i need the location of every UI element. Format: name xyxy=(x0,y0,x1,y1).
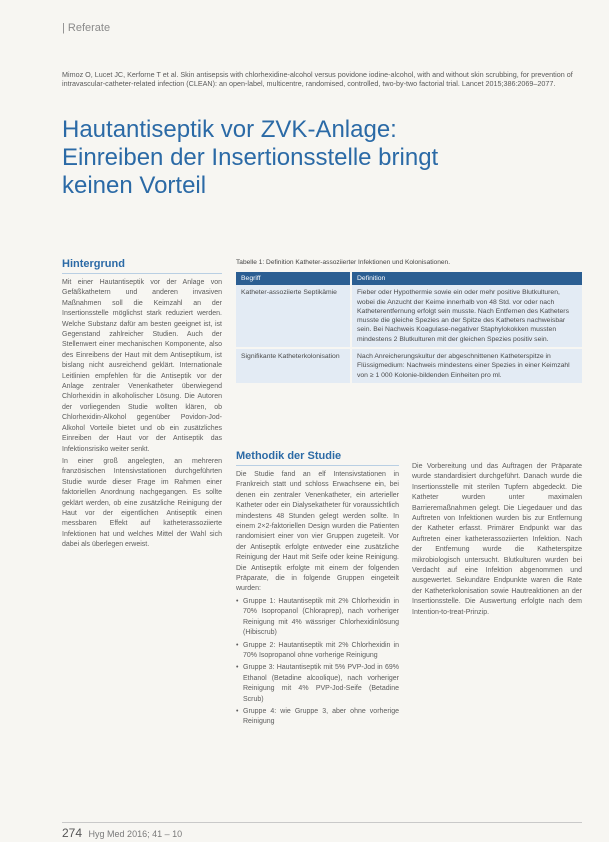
table-header-cell: Begriff xyxy=(236,272,351,285)
group-list xyxy=(236,597,399,728)
table-header-cell: Definition xyxy=(351,272,582,285)
list-item: • Gruppe 1: Hautantiseptik mit 2% Chlorhexidin in 70% Isopropanol (Chloraprep), nach vorheriger Reinigung mit 4% wässriger Chlorhexidinlösung (Hibiscrub) xyxy=(236,597,399,639)
paragraph: In einer groß angelegten, an mehreren französischen Intensivstationen durchgeführten Studie wurde dieser Frage im Rahmen einer faktoriellen Anordnung nachgegangen. Es sollte geklärt werden, ob eine zusätzliche Reinigung der Haut vor der eigentlichen Antiseptik einen messbaren Effekt auf katheterassoziierte Infektionen hat und welches Mittel der Wahl sich dabei als überlegen erweist. xyxy=(62,457,222,549)
definition-table xyxy=(236,258,582,383)
column-hintergrund xyxy=(62,258,222,553)
table-caption: Tabelle 1: Definition Katheter-assoziierter Infektionen und Kolonisationen. xyxy=(236,259,451,266)
citation: Mimoz O, Lucet JC, Kerforne T et al. Skin antisepsis with chlorhexidine-alcohol versus povidone iodine-alcohol, with and without skin scrubbing, for prevention of intravascular-catheter-related infection (CLEAN): an open-label, multicentre, randomised, controlled, two-by-two factorial trial. Lancet 2015;386:2069–2077. xyxy=(62,70,573,89)
title-line: keinen Vorteil xyxy=(62,172,207,199)
title-line: Einreiben der Insertionsstelle bringt xyxy=(62,144,439,171)
list-item: • Gruppe 2: Hautantiseptik mit 2% Chlorhexidin in 70% Isopropanol ohne vorherige Reinigung xyxy=(236,641,399,662)
table-cell-term: Katheter-assoziierte Septikämie xyxy=(236,285,351,348)
paragraph: Die Vorbereitung und das Auftragen der Präparate wurde standardisiert durchgeführt. Danach wurde die Insertionsstelle mit sterilen Tupfern abgedeckt. Die Katheter wurden unter maximalen Barrieremaßnahmen gelegt. Die Liegedauer und das Auftreten von Infektionen wurden bis zur Entfernung der Katheter erfasst. Primärer Endpunkt war das Auftreten einer katheterassoziierten Infektion. Nach der Entfernung wurde die Katheterspitze mikrobiologisch untersucht. Blutkulturen wurden bei Verdacht auf eine Infektion abgenommen und ausgewertet. Sekundäre Endpunkte waren die Rate der Katheterkolonisation sowie Hautreaktionen an der Insertionsstelle. Die Auswertung erfolgte nach dem Intention-to-treat-Prinzip. xyxy=(412,463,582,616)
section-label: | Referate xyxy=(62,22,111,34)
article-title xyxy=(62,116,582,200)
paragraph: Die Studie fand an elf Intensivstationen in Frankreich statt und schloss Erwachsene ein, bei denen ein zentraler Venenkatheter, ein arterieller Katheter oder ein Dialysekatheter für voraussichtlich mindestens 48 Stunden gelegt werden sollte. In einem 2×2-faktoriellen Design wurden die Patienten randomisiert einer von vier Gruppen zugeteilt. Vor der Antiseptik erfolgte entweder eine zusätzliche Reinigung der Haut mit Seife oder keine Reinigung. Die Antiseptik erfolgte mit einem der folgenden Präparate, die in folgende Gruppen eingeteilt wurden: xyxy=(236,471,399,593)
heading-hintergrund: Hintergrund xyxy=(62,258,222,274)
right-column-text xyxy=(412,462,582,620)
hintergrund-text xyxy=(62,278,222,553)
heading-methodik: Methodik der Studie xyxy=(236,450,399,466)
table-cell-term: Signifikante Katheterkolonisation xyxy=(236,348,351,383)
table-cell-definition: Nach Anreicherungskultur der abgeschnittenen Katheterspitze in Flüssigmedium: Nachweis mindestens einer Spezies in einer Keimzahl von ≥ 1 000 Kolonie-bildenden Einheiten pro ml. xyxy=(351,348,582,383)
column-right xyxy=(412,462,582,620)
page-number: 274 xyxy=(62,826,83,840)
title-line: Hautantiseptik vor ZVK-Anlage: xyxy=(62,116,397,143)
footer xyxy=(62,826,182,840)
column-methodik xyxy=(236,450,399,730)
list-item: • Gruppe 4: wie Gruppe 3, aber ohne vorherige Reinigung xyxy=(236,707,399,728)
footer-divider xyxy=(62,822,582,823)
table-row xyxy=(236,348,582,383)
list-item: • Gruppe 3: Hautantiseptik mit 5% PVP-Jod in 69% Ethanol (Betadine alcoolique), nach vorheriger Reinigung mit 4% PVP-Jod-Seife (Betadine Scrub) xyxy=(236,663,399,705)
table-header-row xyxy=(236,272,582,285)
table-row xyxy=(236,285,582,348)
table-cell-definition: Fieber oder Hypothermie sowie ein oder mehr positive Blutkulturen, wobei die Anzucht der Keime innerhalb von 48 Std. vor oder nach Katheterentfernung erfolgt sein musste. Nach Entfernen des Katheters musste die gleiche Spezies an der Spitze des Katheters nachweisbar sein. Bei Nachweis Koagulase-negativer Staphylokokken mussten mindestens 2 Blutkulturen mit der gleichen Spezies positiv sein. xyxy=(351,285,582,348)
journal-reference: Hyg Med 2016; 41 – 10 xyxy=(88,829,183,839)
methodik-text xyxy=(236,470,399,730)
paragraph: Mit einer Hautantiseptik vor der Anlage von Gefäßkathetern und anderen invasiven Maßnahmen soll die Keimzahl an der Insertionsstelle möglichst stark reduziert werden. Welche Substanz dafür am besten geeignet ist, ist Gegenstand zahlreicher Studien. Auch der Stellenwert einer mechanischen Komponente, also des Einreibens der Haut mit dem Antiseptikum, ist bislang nicht ausreichend geklärt. Internationale Leitlinien empfehlen für die Antiseptik vor der Anlage zentraler Venenkatheter überwiegend Chlorhexidin in alkoholischer Lösung. Die Autoren der vorliegenden Studie wollten klären, ob Chlorhexidin-Alkohol gegenüber Povidon-Jod-Alkohol Vorteile bietet und ob ein zusätzliches Einreiben der Haut vor der Antiseptik das Infektionsrisiko weiter senkt. xyxy=(62,279,222,453)
table xyxy=(236,272,582,383)
